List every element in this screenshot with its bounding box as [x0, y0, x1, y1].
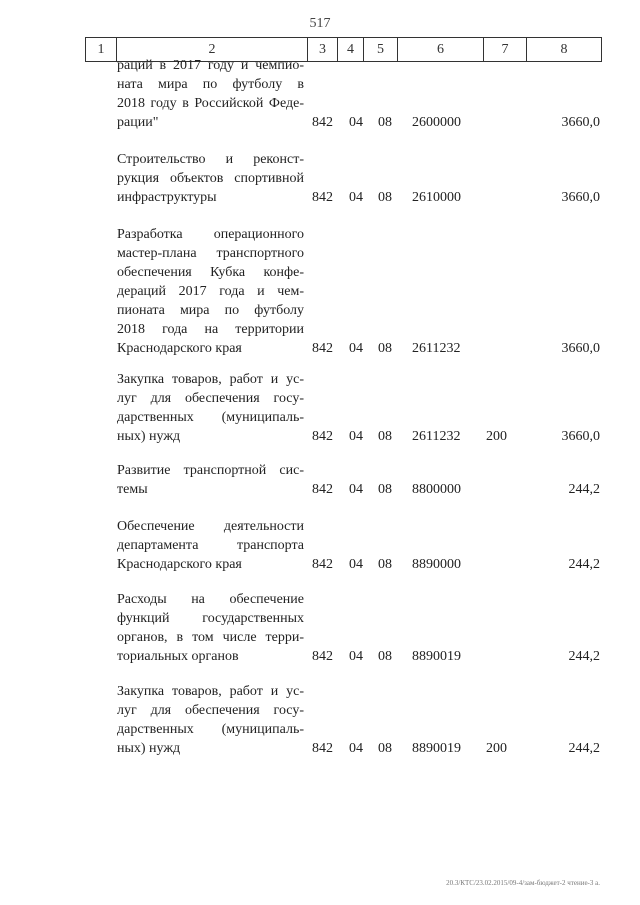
cell-col-4: 04: [349, 341, 363, 356]
cell-col-8: 3660,0: [561, 341, 600, 356]
description-line: Строительство и реконст-: [117, 152, 304, 167]
row-description: [117, 225, 304, 358]
cell-col-8: 3660,0: [561, 115, 600, 130]
cell-col-6: 8890019: [412, 741, 461, 756]
header-col-6: 6: [398, 38, 484, 61]
description-line: Расходы на обеспечение: [117, 592, 304, 607]
cell-col-6: 8890019: [412, 649, 461, 664]
cell-col-8: 244,2: [568, 649, 600, 664]
header-col-8: 8: [527, 38, 602, 61]
cell-col-8: 244,2: [568, 482, 600, 497]
cell-col-6: 8800000: [412, 482, 461, 497]
cell-col-3: 842: [312, 741, 333, 756]
cell-col-8: 244,2: [568, 741, 600, 756]
description-line: раций в 2017 году и чемпио-: [117, 58, 304, 73]
cell-col-6: 8890000: [412, 557, 461, 572]
cell-col-3: 842: [312, 429, 333, 444]
header-col-4: 4: [338, 38, 364, 61]
cell-col-8: 3660,0: [561, 190, 600, 205]
description-line: функций государственных: [117, 611, 304, 626]
row-description: [117, 461, 304, 499]
row-description: [117, 682, 304, 758]
cell-col-3: 842: [312, 482, 333, 497]
description-line: темы: [117, 482, 148, 497]
row-description: [117, 517, 304, 574]
description-line: Обеспечение деятельности: [117, 519, 304, 534]
cell-col-5: 08: [378, 557, 392, 572]
cell-col-3: 842: [312, 190, 333, 205]
description-line: мастер-плана транспортного: [117, 246, 304, 261]
description-line: Краснодарского края: [117, 557, 242, 572]
cell-col-5: 08: [378, 190, 392, 205]
cell-col-3: 842: [312, 649, 333, 664]
cell-col-4: 04: [349, 649, 363, 664]
description-line: Закупка товаров, работ и ус-: [117, 372, 304, 387]
cell-col-3: 842: [312, 341, 333, 356]
description-line: рации": [117, 115, 159, 130]
row-description: [117, 590, 304, 666]
description-line: ных) нужд: [117, 741, 181, 756]
description-line: Краснодарского края: [117, 341, 242, 356]
cell-col-4: 04: [349, 429, 363, 444]
cell-col-3: 842: [312, 115, 333, 130]
cell-col-6: 2611232: [412, 429, 461, 444]
description-line: ната мира по футболу в: [117, 77, 304, 92]
cell-col-4: 04: [349, 557, 363, 572]
description-line: ториальных органов: [117, 649, 239, 664]
cell-col-4: 04: [349, 482, 363, 497]
description-line: Разработка операционного: [117, 227, 304, 242]
description-line: луг для обеспечения госу-: [117, 703, 304, 718]
cell-col-6: 2610000: [412, 190, 461, 205]
row-description: [117, 370, 304, 446]
footer-doc-code: 20.3/КТС/23.02.2015/09-4/зам-бюджет-2 чтение-3 а.: [446, 879, 600, 887]
cell-col-7: 200: [486, 741, 507, 756]
cell-col-5: 08: [378, 482, 392, 497]
cell-col-6: 2600000: [412, 115, 461, 130]
header-col-7: 7: [484, 38, 527, 61]
cell-col-5: 08: [378, 341, 392, 356]
cell-col-6: 2611232: [412, 341, 461, 356]
cell-col-5: 08: [378, 649, 392, 664]
cell-col-3: 842: [312, 557, 333, 572]
description-line: органов, в том числе терри-: [117, 630, 304, 645]
cell-col-7: 200: [486, 429, 507, 444]
page-number: 517: [309, 16, 331, 31]
cell-col-5: 08: [378, 429, 392, 444]
cell-col-4: 04: [349, 190, 363, 205]
cell-col-4: 04: [349, 741, 363, 756]
description-line: ных) нужд: [117, 429, 181, 444]
description-line: Развитие транспортной сис-: [117, 463, 304, 478]
description-line: луг для обеспечения госу-: [117, 391, 304, 406]
header-col-1: 1: [85, 38, 117, 61]
cell-col-8: 3660,0: [561, 429, 600, 444]
cell-col-5: 08: [378, 115, 392, 130]
description-line: департамента транспорта: [117, 538, 304, 553]
header-col-5: 5: [364, 38, 398, 61]
description-line: обеспечения Кубка конфе-: [117, 265, 304, 280]
description-line: дарственных (муниципаль-: [117, 410, 304, 425]
header-col-2: 2: [117, 38, 308, 61]
row-description: [117, 56, 304, 132]
description-line: Закупка товаров, работ и ус-: [117, 684, 304, 699]
cell-col-8: 244,2: [568, 557, 600, 572]
description-line: пионата мира по футболу: [117, 303, 304, 318]
cell-col-5: 08: [378, 741, 392, 756]
row-description: [117, 150, 304, 207]
description-line: 2018 года на территории: [117, 322, 304, 337]
description-line: инфраструктуры: [117, 190, 217, 205]
cell-col-4: 04: [349, 115, 363, 130]
description-line: дарственных (муниципаль-: [117, 722, 304, 737]
description-line: 2018 году в Российской Феде-: [117, 96, 304, 111]
description-line: дераций 2017 года и чем-: [117, 284, 304, 299]
header-col-3: 3: [308, 38, 338, 61]
description-line: рукция объектов спортивной: [117, 171, 304, 186]
